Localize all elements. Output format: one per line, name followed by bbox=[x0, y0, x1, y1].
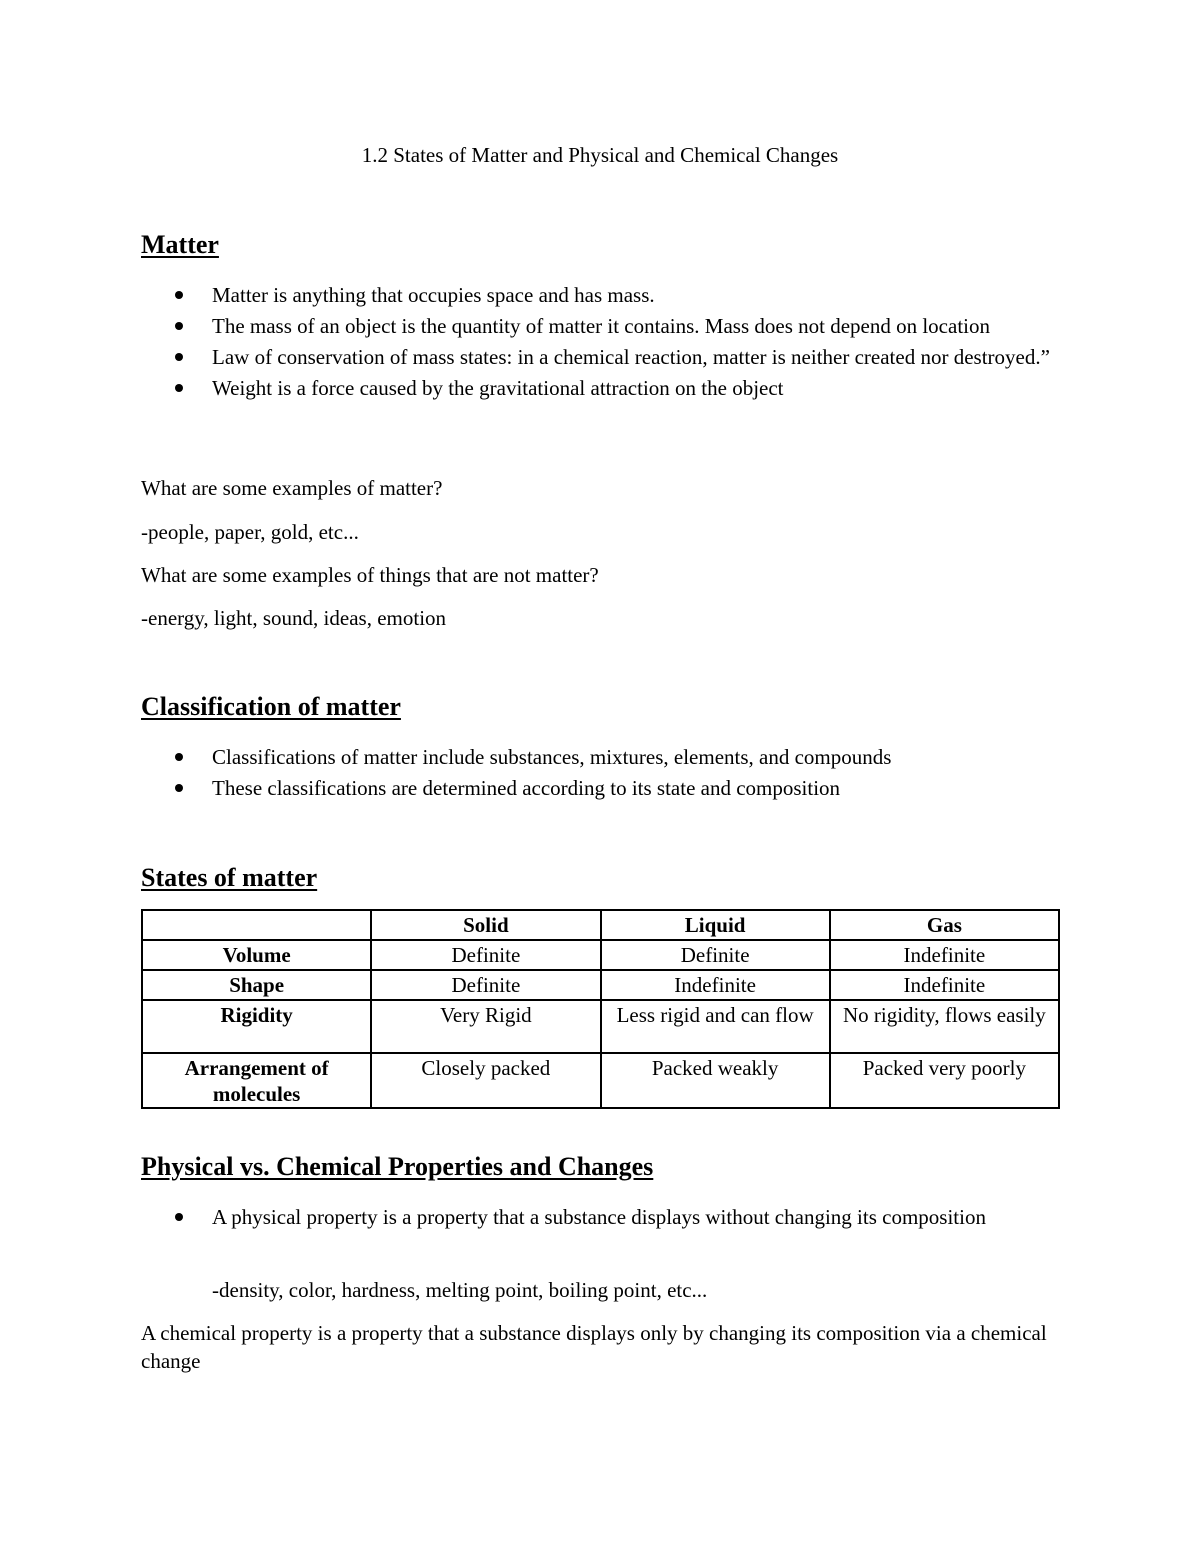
matter-heading: Matter bbox=[141, 230, 219, 259]
table-cell: Packed weakly bbox=[601, 1053, 830, 1108]
properties-heading: Physical vs. Chemical Properties and Changes bbox=[141, 1152, 654, 1181]
list-item: Law of conservation of mass states: in a chemical reaction, matter is neither created nor destroyed.” bbox=[141, 343, 1061, 371]
table-cell: Definite bbox=[371, 970, 600, 1000]
table-header-cell: Liquid bbox=[601, 910, 830, 940]
matter-answer-2: -energy, light, sound, ideas, emotion bbox=[141, 606, 447, 630]
matter-question-1: What are some examples of matter? bbox=[141, 476, 443, 500]
matter-question-2: What are some examples of things that are not matter? bbox=[141, 563, 599, 587]
row-label: Arrangement of molecules bbox=[142, 1053, 371, 1108]
list-item: The mass of an object is the quantity of matter it contains. Mass does not depend on location bbox=[141, 312, 1061, 340]
properties-bullet-list bbox=[141, 1203, 1061, 1234]
table-row bbox=[142, 970, 1059, 1000]
classification-bullet-list bbox=[141, 743, 1061, 805]
table-row bbox=[142, 1000, 1059, 1053]
table-row bbox=[142, 1053, 1059, 1108]
physical-examples: -density, color, hardness, melting point, boiling point, etc... bbox=[212, 1278, 708, 1302]
matter-bullet-list bbox=[141, 281, 1061, 405]
table-cell: Definite bbox=[371, 940, 600, 970]
table-cell: Very Rigid bbox=[371, 1000, 600, 1053]
row-label: Volume bbox=[142, 940, 371, 970]
states-heading: States of matter bbox=[141, 863, 318, 892]
table-header-cell bbox=[142, 910, 371, 940]
table-cell: Packed very poorly bbox=[830, 1053, 1059, 1108]
table-cell: Indefinite bbox=[601, 970, 830, 1000]
table-header-cell: Solid bbox=[371, 910, 600, 940]
table-cell: Closely packed bbox=[371, 1053, 600, 1108]
matter-answer-1: -people, paper, gold, etc... bbox=[141, 520, 359, 544]
table-cell: Definite bbox=[601, 940, 830, 970]
table-header-cell: Gas bbox=[830, 910, 1059, 940]
classification-heading: Classification of matter bbox=[141, 692, 401, 721]
list-item: Weight is a force caused by the gravitational attraction on the object bbox=[141, 374, 1061, 402]
list-item: These classifications are determined according to its state and composition bbox=[141, 774, 1061, 802]
list-item: Classifications of matter include substances, mixtures, elements, and compounds bbox=[141, 743, 1061, 771]
states-table bbox=[141, 909, 1060, 1109]
row-label: Rigidity bbox=[142, 1000, 371, 1053]
table-row bbox=[142, 940, 1059, 970]
document-title: 1.2 States of Matter and Physical and Chemical Changes bbox=[361, 143, 839, 167]
table-cell: Less rigid and can flow bbox=[601, 1000, 830, 1053]
row-label: Shape bbox=[142, 970, 371, 1000]
list-item: Matter is anything that occupies space and has mass. bbox=[141, 281, 1061, 309]
table-cell: Indefinite bbox=[830, 970, 1059, 1000]
table-header-row bbox=[142, 910, 1059, 940]
list-item: A physical property is a property that a substance displays without changing its composition bbox=[141, 1203, 1061, 1231]
table-cell: No rigidity, flows easily bbox=[830, 1000, 1059, 1053]
table-cell: Indefinite bbox=[830, 940, 1059, 970]
chemical-property-text: A chemical property is a property that a substance displays only by changing its composition via a chemical change bbox=[141, 1321, 1047, 1373]
